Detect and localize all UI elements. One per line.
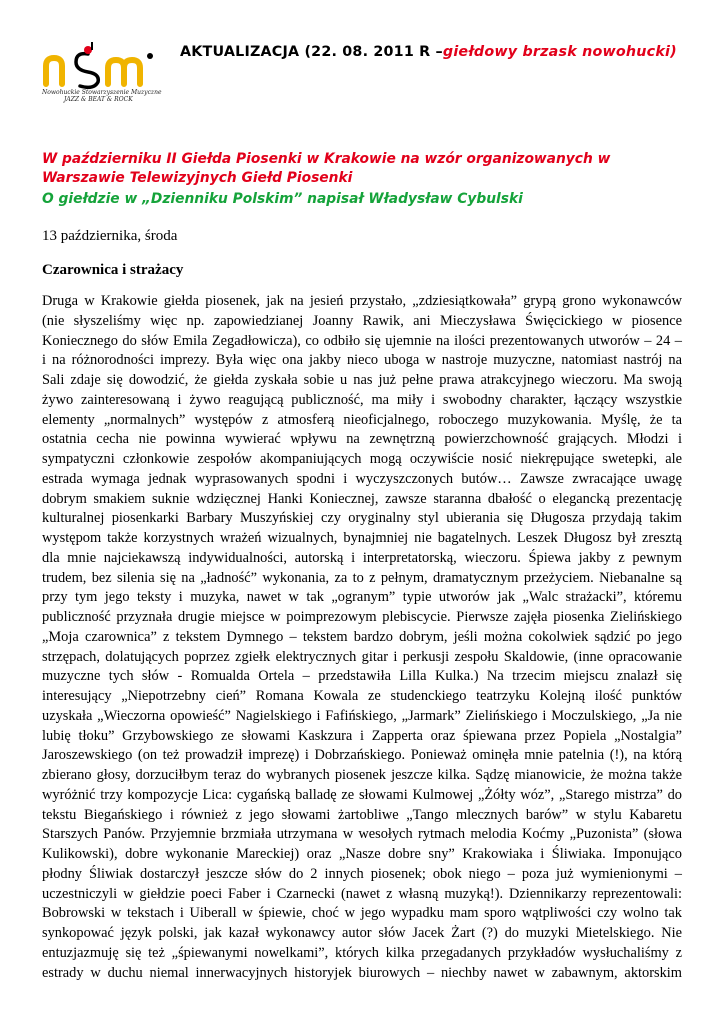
nsm-logo-mark xyxy=(42,40,160,92)
body-line: dobrym smakiem suknie wdzięcznej Hanki Koniecznej, zawsze staranna dbałość o elegancką prezentację xyxy=(42,490,682,507)
body-line: tekstu Biegańskiego i również z jego słowami żartobliwe „Tango mlecznych barów” w stylu Kabaretu xyxy=(42,806,682,823)
article-date: 13 października, środa xyxy=(42,228,178,244)
body-line: synkopować język polski, jak kazał wykonawcy autor słów Jacek Żart (?) do muzyki Mietelskiego. Nie xyxy=(42,925,682,941)
logo-subtitle-line: JAZZ & BEAT & ROCK xyxy=(64,96,133,103)
body-line: i na różnorodności imprezy. Była więc ona jakby nieco uboga w nastroje muzyczne, natomiast nastrój na xyxy=(42,352,682,369)
body-line: estrada wymaga jednak wyprasowanych spodni i wyczyszczonych butów… Zawsze zwracające uwagę xyxy=(42,470,682,487)
update-subtitle: giełdowy brzask nowohucki) xyxy=(442,44,677,60)
body-line: interesujący „Niepotrzebny cień” Romana Kowala ze studenckiego teatrzyku Kolejną ilość punktów xyxy=(42,688,682,704)
article-body xyxy=(42,292,682,983)
body-line: Jaroszewskiego (on też prowadził imprezę) i Dobrzańskiego. Ponieważ ominęła mnie patelnia (!), na którą xyxy=(42,747,682,764)
body-line: (nie słyszeliśmy więc np. zapowiedzianej Joanny Rawik, ani Mieczysława Święcickiego w piosence xyxy=(42,312,682,329)
body-line: Sali zdaje się dowodzić, że giełda zyskała sobie u nas już pełne prawa atrakcyjnego wieczoru. Ma swoją xyxy=(42,372,682,388)
update-heading xyxy=(180,44,677,60)
body-line: muzyczne tych słów - Romualda Ortela – przedstawiła Lilla Kulka.) Na trzecim miejscu znalazł się xyxy=(42,668,682,685)
body-line: dla mnie najciekawszą indywidualności, autorską i interpretatorską, wieczoru. Śpiewa jakby z pewnym xyxy=(42,549,682,566)
body-line: ostatnia cecha nie powinna wywierać wpływu na zewnętrzną powierzchowność grających. Młodzi i xyxy=(42,431,682,448)
body-line: „Moja czarownica” z tekstem Dymnego – tekstem bardzo dobrym, jeśli można cokolwiek sądzić po jego xyxy=(42,628,682,645)
body-line: trudem, bez silenia się na „ładność” wykonania, za to z pełnym, dramatycznym przeżyciem. Niebanalne są xyxy=(42,569,682,586)
body-line: Kulikowski), dobre wykonanie Mareckiej) oraz „Nasze dobre sny” Krakowiaka i Śliwiaka. Imponująco xyxy=(42,846,682,862)
body-line: elementy „normalnych” występów z atmosferą nieoficjalnego, roboczego muzykowania. Myślę, że ta xyxy=(42,411,682,428)
body-line: estrady w duchu niemal innerwacyjnych historyjek biurowych – niechby nawet w zabawnym, aktorskim xyxy=(42,964,682,981)
body-line: uzyskała „Wieczorna opowieść” Nagielskiego i Fafińskiego, „Jarmark” Zielińskiego i Moczulskiego, „Ja nie xyxy=(42,707,682,724)
body-line: Koniecznego do słów Emila Zegadłowicza), co odbiło się ujemnie na ilości prezentowanych utworów – 24 – xyxy=(42,332,682,349)
update-label: AKTUALIZACJA (22. 08. 2011 R – xyxy=(180,44,443,60)
body-line: Druga w Krakowie giełda piosenek, jak na jesień przystało, „zdziesiątkowała” grypą grono wykonawców xyxy=(42,293,682,309)
body-line: lubię tłoku” Grzybowskiego ze słowami Kaskzura i Zapperta oraz śpiewana przez Popiela „Nostalgia” xyxy=(42,727,682,744)
body-line: Starszych Panów. Przyjemnie brzmiała utrzymana w wesołych rytmach melodia Koćmy „Puzonista” (słowa xyxy=(42,826,682,843)
body-line: zbierano głosy, dorzuciłbym teraz do wybranych piosenek jeszcze kilka. Sądzę mianowicie, że można także xyxy=(42,767,682,783)
body-line: kulturalnej piosenkarki Barbary Muszyńskiej czy oryginalny styl ubierania się Długosza przydają takim xyxy=(42,510,682,527)
logo-subtitle xyxy=(42,89,172,103)
body-line: wyróżnić trzy kompozycje Lica: cygańską balladę ze słowami Kulmowej „Żółty wóz”, „Starego mistrza” do xyxy=(42,786,682,803)
article-subheadline: O giełdzie w „Dzienniku Polskim” napisał Władysław Cybulski xyxy=(42,191,523,207)
body-line: publiczność przyznała drugie miejsce w poimprezowym plebiscycie. Pierwsze zajęła piosenka Zielińskiego xyxy=(42,609,682,625)
body-line: strzępach, dolatujących poprzez zgiełk elektrycznych gitar i perkusji zespołu Skaldowie, (inne opracowanie xyxy=(42,648,682,665)
body-line: entuzjazmuję się też „śpiewanymi nowelkami”, których kilka przegadanych przykładów wysłuchaliśmy z xyxy=(42,944,682,961)
body-line: sympatyczni członkowie zespołów akompaniujących mogą oczywiście nosić niekrępujące swetерki, ale xyxy=(42,451,682,467)
logo-subtitle-line: Nowohuckie Stowarzyszenie Muzyczne xyxy=(42,89,162,96)
section-title: Czarownica i strażacy xyxy=(42,262,184,278)
body-line: żywo zainteresowaną i żywo reagującą publiczność, ma miły i swobodny charakter, łączący wszystkie xyxy=(42,391,682,408)
body-line: występom także korzystnych wrażeń wizualnych, bynajmniej nie bagatelnych. Leszek Długosz był zresztą xyxy=(42,530,682,546)
article-headline: W październiku II Giełda Piosenki w Krakowie na wzór organizowanych w Warszawie Telewizyjnych Giełd Piosenki xyxy=(42,151,611,186)
body-line: Bobrowski w tekstach i Uiberall w śpiewie, choć w jego wypadku mam sporo wątpliwości czy wolno tak xyxy=(42,905,682,922)
body-line: przy tym jego teksty i muzyka, nawet w tak „ogranym” typie utworów jak „Walc strażacki”, któremu xyxy=(42,589,682,606)
body-line: uczestniczyli w giełdzie poeci Faber i Czarnecki (nawet z własną muzyką!). Dziennikarzy reprezentowali: xyxy=(42,885,682,902)
body-line: płodny Śliwiak dostarczył jeszcze słów do 2 innych piosenek; obok niego – poza już wymienionymi – xyxy=(42,865,682,882)
